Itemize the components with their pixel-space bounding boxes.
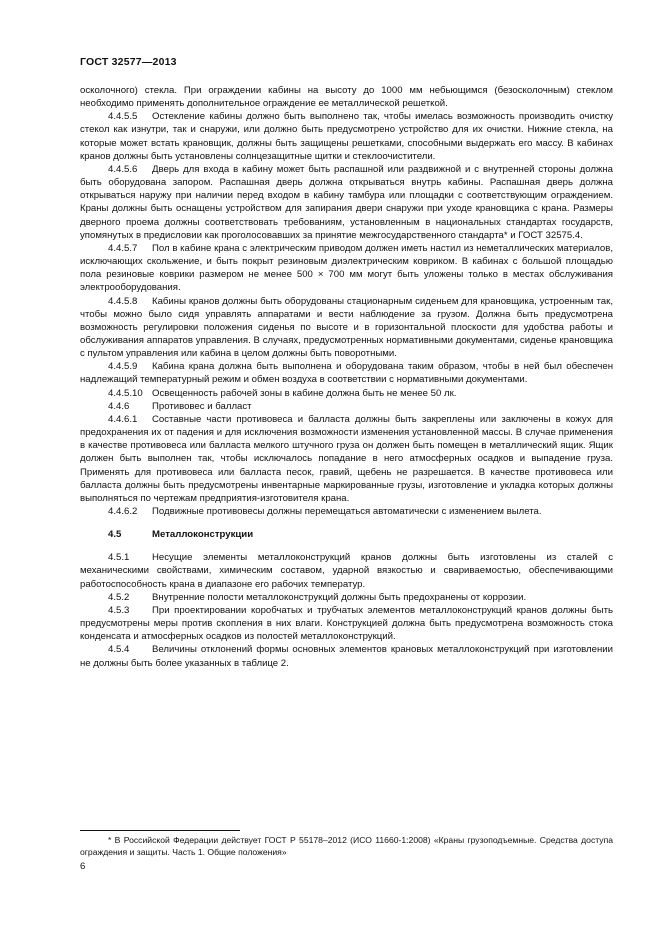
clause-text: Остекление кабины должно быть выполнено так, чтобы имелась возможность производить очистку стекол как изнутри, так и снаружи, или должно быть предусмотрено устройство для их очистки. Нижние стекла, на которые может встать крановщик, должны быть защищены решетками, способными выдержать его массу. В кабинах кранов должны быть установлены солнцезащитные щитки и стеклоочистители.: [80, 111, 613, 162]
clause-number: 4.5.1: [108, 552, 130, 564]
clause-text: Величины отклонений формы основных элементов крановых металлоконструкций при изготовлении не должны быть более указанных в таблице 2.: [80, 644, 613, 669]
clause-4-4-5-6: [80, 163, 613, 242]
clause-number: 4.5.3: [108, 604, 130, 616]
document-body: [80, 84, 613, 670]
clause-text: При проектировании коробчатых и трубчатых элементов металлоконструкций кранов должны быть предусмотрены меры против скопления в них влаги. Конструкцией должна быть предусмотрена возможность стока конденсата и атмосферных осадков из полостей металлоконструкций.: [80, 604, 613, 643]
clause-number: 4.4.5.7: [108, 242, 138, 254]
clause-4-5-2: [80, 591, 613, 604]
clause-4-5-4: [80, 643, 613, 669]
document-header: ГОСТ 32577—2013: [80, 56, 177, 68]
footnote-text: * В Российской Федерации действует ГОСТ Р 55178–2012 (ИСО 11660-1:2008) «Краны грузоподъемные. Средства доступа ограждения и защиты. Часть 1. Общие положения»: [80, 835, 613, 857]
section-number: 4.5: [108, 529, 122, 541]
section-title: Металлоконструкции: [152, 529, 254, 541]
clause-number: 4.4.5.9: [108, 361, 138, 373]
clause-text: Несущие элементы металлоконструкций кранов должны быть изготовлены из сталей с механическими свойствами, химическим составом, ударной вязкостью и свариваемостью, обеспечивающими работоспособность крана в диапазоне его рабочих температур.: [80, 552, 613, 590]
clause-4-4-5-10: [80, 387, 613, 400]
clause-text: Противовес и балласт: [152, 400, 252, 412]
footnote-divider: [80, 830, 240, 831]
clause-4-4-6-1: [80, 413, 613, 505]
clause-text: Внутренние полости металлоконструкций должны быть предохранены от коррозии.: [152, 591, 527, 603]
clause-number: 4.4.5.10: [108, 387, 143, 399]
clause-number: 4.4.5.6: [108, 163, 138, 175]
clause-text: Кабина крана должна быть выполнена и оборудована таким образом, чтобы в ней был обеспечен надлежащий температурный режим и обмен воздуха в соответствии с нормативными документами.: [80, 361, 613, 386]
clause-text: Дверь для входа в кабину может быть распашной или раздвижной и с внутренней стороны должна быть оборудована запором. Распашная дверь должна открываться внутрь кабины. Распашная дверь должна открываться наружу при наличии перед входом в кабину тамбура или площадки с соответствующим ограждением. Краны должны быть оснащены устройством для запирания двери снаружи при уходе крановщика с крана. Размеры дверного проема должны соответствовать требованиям, установленным в национальных стандартах государств, упомянутых в предисловии как проголосовавших за принятие межгосударственного стандарта* и ГОСТ 32575.4.: [80, 163, 613, 241]
footnote: [80, 835, 613, 858]
clause-number: 4.5.2: [108, 591, 130, 603]
clause-4-5-3: [80, 604, 613, 643]
clause-text: Составные части противовеса и балласта должны быть закреплены или заключены в кожух для предохранения их от падения и для исключения возможности изменения установленной массы. В случае применения в качестве противовеса или балласта мелкого штучного груза он должен быть помещен в металлический ящик. Ящик должен быть выполнен так, чтобы исключалось попадание в него атмосферных осадков и выпадение груза. Применять для противовеса или балласта песок, гравий, щебень не разрешается. В качестве противовеса или балласта должны быть предусмотрены инвентарные маркированные грузы, изготовление и укладка которых должны выполняться по чертежам предприятия-изготовителя крана.: [80, 413, 613, 504]
clause-number: 4.4.6: [108, 400, 130, 412]
clause-4-5-1: [80, 551, 613, 590]
clause-4-4-5-8: [80, 295, 613, 361]
clause-4-4-5-5: [80, 110, 613, 163]
clause-number: 4.4.6.1: [108, 413, 138, 425]
section-heading: [80, 528, 613, 541]
clause-number: 4.4.5.5: [108, 111, 138, 123]
clause-4-4-6-2: [80, 505, 613, 518]
clause-number: 4.4.5.8: [108, 295, 138, 307]
clause-4-4-5-9: [80, 360, 613, 386]
clause-text: Освещенность рабочей зоны в кабине должна быть не менее 50 лк.: [152, 387, 457, 399]
page-number: 6: [80, 861, 86, 872]
clause-4-4-5-7: [80, 242, 613, 295]
clause-text: Подвижные противовесы должны перемещаться автоматически с изменением вылета.: [152, 506, 542, 517]
paragraph-continuation: осколочного) стекла. При ограждении кабины на высоту до 1000 мм небьющимся (безосколочным) стеклом необходимо применять дополнительное ограждение ее металлической решеткой.: [80, 85, 613, 110]
clause-text: Кабины кранов должны быть оборудованы стационарным сиденьем для крановщика, устроенным так, чтобы можно было сидя управлять аппаратами и вести наблюдение за грузом. Должна быть предусмотрена возможность регулировки положения сиденья по высоте и в горизонтальной плоскости для удобства работы и обслуживания аппаратов управления. В случаях, предусмотренных нормативными документами, сиденье крановщика с пультом управления или кабина в целом должны быть поворотными.: [80, 295, 613, 360]
clause-text: Пол в кабине крана с электрическим приводом должен иметь настил из неметаллических материалов, исключающих скольжение, и быть покрыт резиновым диэлектрическим ковриком. В кабинах с большой площадью пола резиновые коврики размером не менее 500 × 700 мм могут быть уложены только в местах обслуживания электрооборудования.: [80, 242, 613, 294]
clause-4-4-6: [80, 400, 613, 413]
clause-number: 4.4.6.2: [108, 506, 138, 517]
clause-number: 4.5.4: [108, 644, 130, 656]
